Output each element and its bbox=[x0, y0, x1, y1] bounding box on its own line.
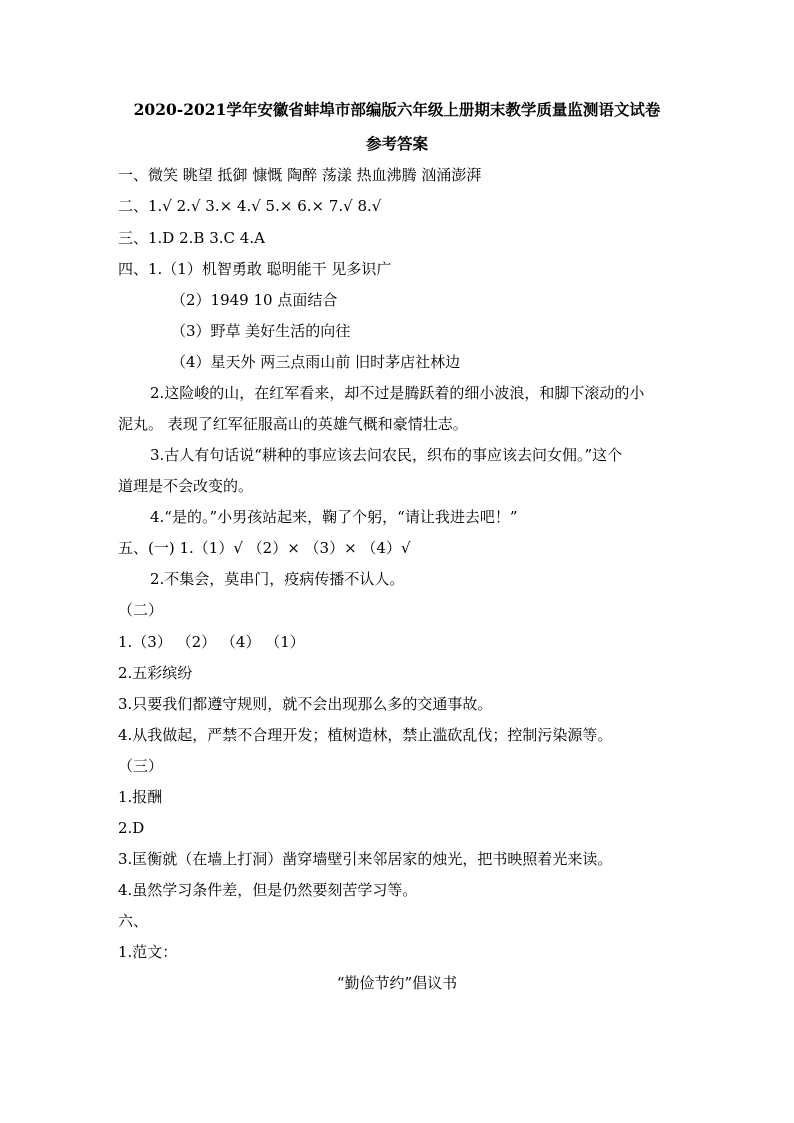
document-subtitle: 参考答案 bbox=[365, 134, 428, 153]
answer-line-4: 四、1.（1）机智勇敢 聪明能干 见多识广 bbox=[118, 260, 392, 278]
answer-line-21: 1.报酬 bbox=[118, 788, 163, 806]
answer-line-6: （3）野草 美好生活的向往 bbox=[171, 322, 351, 340]
answer-line-20: （三） bbox=[118, 757, 164, 775]
answer-line-15: （二） bbox=[118, 601, 164, 619]
answer-line-8: 2.这险峻的山，在红军看来，却不过是腾跃着的细小波浪，和脚下滚动的小 bbox=[150, 384, 645, 402]
essay-title: “勤俭节约”倡议书 bbox=[336, 974, 458, 992]
answer-line-19: 4.从我做起，严禁不合理开发；植树造林，禁止滥砍乱伐；控制污染源等。 bbox=[118, 726, 613, 744]
answer-line-5: （2）1949 10 点面结合 bbox=[171, 291, 338, 309]
answer-line-17: 2.五彩缤纷 bbox=[118, 664, 193, 682]
answer-line-16: 1.（3） （2） （4） （1） bbox=[118, 633, 305, 651]
answer-line-14: 2.不集会，莫串门，疫病传播不认人。 bbox=[150, 570, 405, 588]
document-title: 2020-2021学年安徽省蚌埠市部编版六年级上册期末教学质量监测语文试卷 bbox=[133, 100, 661, 119]
answer-line-18: 3.只要我们都遵守规则，就不会出现那么多的交通事故。 bbox=[118, 695, 493, 713]
answer-line-13: 五、(一) 1.（1）√ （2）× （3）× （4）√ bbox=[118, 539, 411, 557]
answer-line-25: 六、 bbox=[118, 912, 149, 930]
answer-line-12: 4.“是的。”小男孩站起来，鞠了个躬，“请让我进去吧！” bbox=[150, 508, 518, 526]
answer-line-2: 二、1.√ 2.√ 3.× 4.√ 5.× 6.× 7.√ 8.√ bbox=[118, 197, 382, 215]
answer-line-7: （4）星天外 两三点雨山前 旧时茅店社林边 bbox=[171, 353, 461, 371]
answer-line-1: 一、微笑 眺望 抵御 慷慨 陶醉 荡漾 热血沸腾 汹涌澎湃 bbox=[118, 166, 482, 184]
answer-line-10: 3.古人有句话说“耕种的事应该去问农民，织布的事应该去问女佣。”这个 bbox=[150, 446, 623, 464]
answer-line-11: 道理是不会改变的。 bbox=[118, 477, 254, 495]
answer-line-22: 2.D bbox=[118, 819, 145, 837]
answer-line-24: 4.虽然学习条件差，但是仍然要刻苦学习等。 bbox=[118, 881, 418, 899]
answer-line-26: 1.范文： bbox=[118, 943, 178, 961]
answer-line-9: 泥丸。 表现了红军征服高山的英雄气概和豪情壮志。 bbox=[118, 415, 468, 433]
answer-line-23: 3.匡衡就（在墙上打洞）凿穿墙壁引来邻居家的烛光，把书映照着光来读。 bbox=[118, 850, 613, 868]
answer-line-3: 三、1.D 2.B 3.C 4.A bbox=[118, 229, 265, 247]
